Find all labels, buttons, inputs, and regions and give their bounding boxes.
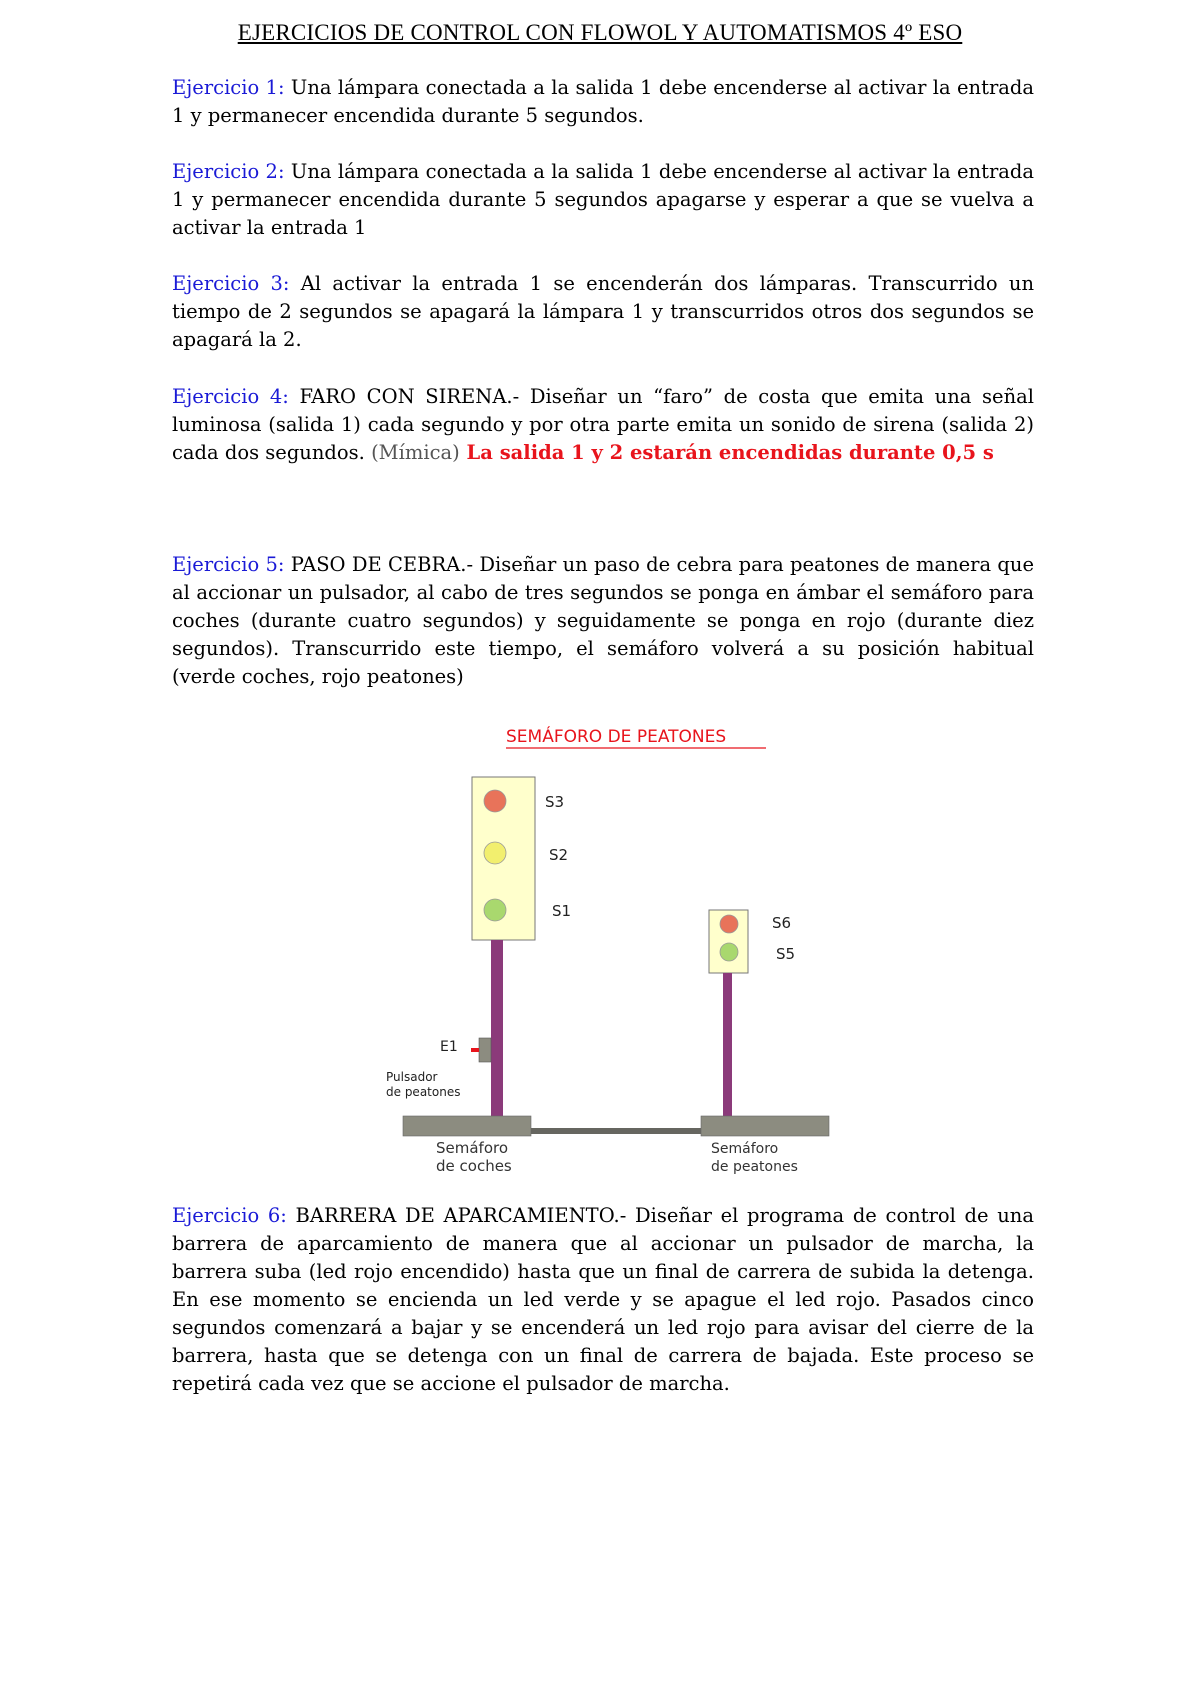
exercise-4-text: FARO CON SIRENA.- Diseñar un “faro” de costa que emita una señal luminosa (salida 1) cada segundo y por otra parte emita un sonido de sirena (salida 2) cada dos segundos.	[172, 385, 1034, 464]
car-red-light	[484, 790, 506, 812]
car-light-base	[403, 1116, 531, 1136]
exercise-4-note: (Mímica)	[371, 441, 460, 464]
car-light-pole	[491, 940, 503, 1118]
label-e1: E1	[440, 1039, 458, 1055]
exercise-2-label: Ejercicio 2:	[172, 160, 285, 183]
exercise-4-highlight: La salida 1 y 2 estarán encendidas durante 0,5 s	[459, 441, 994, 464]
button-caption-line2: de peatones	[386, 1085, 461, 1099]
exercise-6	[172, 1202, 1034, 1398]
label-s2: S2	[549, 846, 569, 864]
ped-base-caption-line2: de peatones	[711, 1159, 798, 1175]
exercise-1-text: Una lámpara conectada a la salida 1 debe encenderse al activar la entrada 1 y permanecer encendida durante 5 segundos.	[172, 76, 1035, 127]
car-green-light	[484, 899, 506, 921]
car-amber-light	[484, 842, 506, 864]
pedestrian-button	[479, 1038, 491, 1062]
label-s3: S3	[545, 793, 565, 811]
car-base-caption-line2: de coches	[436, 1157, 512, 1175]
ped-base-caption-line1: Semáforo	[711, 1141, 779, 1157]
exercise-4-label: Ejercicio 4:	[172, 385, 289, 408]
exercise-6-label: Ejercicio 6:	[172, 1204, 287, 1227]
exercise-2-text: Una lámpara conectada a la salida 1 debe encenderse al activar la entrada 1 y permanecer encendida durante 5 segundos apagarse y esperar a que se vuelva a activar la entrada 1	[172, 160, 1035, 239]
page-title: EJERCICIOS DE CONTROL CON FLOWOL Y AUTOMATISMOS 4º ESO	[237, 20, 963, 45]
exercise-3-label: Ejercicio 3:	[172, 272, 290, 295]
exercise-3-text: Al activar la entrada 1 se encenderán dos lámparas. Transcurrido un tiempo de 2 segundos se apagará la lámpara 1 y transcurridos otros dos segundos se apagará la 2.	[172, 272, 1035, 351]
pedestrian-light-base	[701, 1116, 829, 1136]
exercise-5-label: Ejercicio 5:	[172, 553, 285, 576]
exercise-5-text: PASO DE CEBRA.- Diseñar un paso de cebra para peatones de manera que al accionar un pulsador, al cabo de tres segundos se ponga en ámbar el semáforo para coches (durante cuatro segundos) y seguidamente se ponga en rojo (durante diez segundos). Transcurrido este tiempo, el semáforo volverá a su posición habitual (verde coches, rojo peatones)	[172, 553, 1034, 688]
connecting-cable	[531, 1128, 701, 1134]
diagram-title: SEMÁFORO DE PEATONES	[506, 727, 727, 747]
label-s5: S5	[776, 945, 796, 963]
pedestrian-button-indicator	[471, 1048, 479, 1052]
exercise-6-text: BARRERA DE APARCAMIENTO.- Diseñar el programa de control de una barrera de aparcamiento de manera que al accionar un pulsador de marcha, la barrera suba (led rojo encendido) hasta que un final de carrera de subida la detenga. En ese momento se encienda un led verde y se apague el led rojo. Pasados cinco segundos comenzará a bajar y se encenderá un led rojo para avisar del cierre de la barrera, hasta que se detenga con un final de carrera de bajada. Este proceso se repetirá cada vez que se accione el pulsador de marcha.	[172, 1204, 1034, 1395]
label-s6: S6	[772, 914, 792, 932]
exercise-1-label: Ejercicio 1:	[172, 76, 285, 99]
pedestrian-red-light	[720, 915, 738, 933]
pedestrian-light-pole	[723, 973, 732, 1118]
pedestrian-green-light	[720, 943, 738, 961]
button-caption-line1: Pulsador	[386, 1070, 438, 1084]
car-base-caption-line1: Semáforo	[436, 1139, 509, 1157]
label-s1: S1	[552, 902, 572, 920]
